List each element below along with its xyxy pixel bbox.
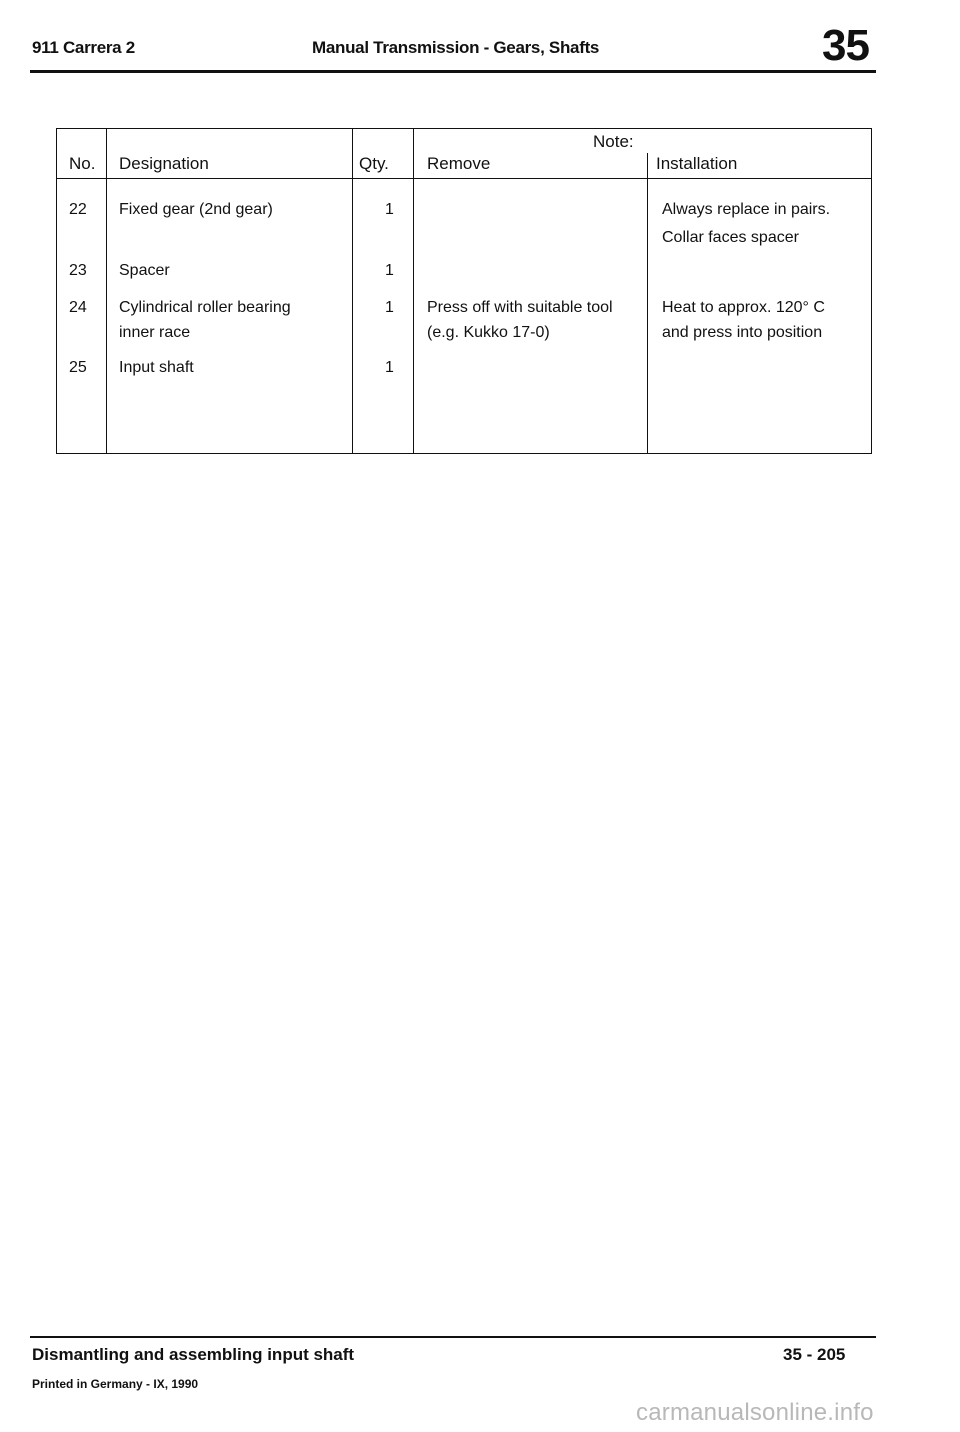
- row-installation: Heat to approx. 120° C: [662, 299, 825, 316]
- footer-rule: [30, 1336, 876, 1338]
- column-header-no: No.: [69, 154, 96, 173]
- row-number: 25: [69, 359, 87, 376]
- parts-table: [56, 128, 872, 454]
- vehicle-model: 911 Carrera 2: [32, 38, 135, 57]
- column-header-installation: Installation: [656, 154, 738, 173]
- header-rule: [30, 70, 876, 73]
- row-installation: and press into position: [662, 324, 823, 341]
- row-remove: (e.g. Kukko 17-0): [427, 324, 550, 341]
- row-qty: 1: [385, 359, 394, 376]
- column-header-designation: Designation: [119, 154, 209, 173]
- page-number: 35 - 205: [783, 1345, 846, 1364]
- page-title: Manual Transmission - Gears, Shafts: [312, 38, 600, 57]
- column-divider: [647, 153, 648, 453]
- row-qty: 1: [385, 201, 394, 218]
- row-designation: Spacer: [119, 262, 170, 279]
- column-header-qty: Qty.: [359, 154, 389, 173]
- row-designation: inner race: [119, 324, 191, 341]
- row-number: 23: [69, 262, 87, 279]
- row-number: 22: [69, 201, 87, 218]
- row-designation: Cylindrical roller bearing: [119, 299, 291, 316]
- row-installation: Always replace in pairs.: [662, 201, 831, 218]
- note-header: Note:: [593, 132, 634, 151]
- print-info: Printed in Germany - IX, 1990: [32, 1377, 199, 1391]
- row-number: 24: [69, 299, 87, 316]
- row-designation: Input shaft: [119, 359, 194, 376]
- section-title: Dismantling and assembling input shaft: [32, 1345, 355, 1364]
- watermark: carmanualsonline.info: [636, 1399, 874, 1426]
- group-number: 35: [822, 21, 869, 70]
- row-remove: Press off with suitable tool: [427, 299, 613, 316]
- row-installation: Collar faces spacer: [662, 229, 799, 246]
- row-qty: 1: [385, 262, 394, 279]
- row-qty: 1: [385, 299, 394, 316]
- column-header-remove: Remove: [427, 154, 491, 173]
- row-designation: Fixed gear (2nd gear): [119, 201, 273, 218]
